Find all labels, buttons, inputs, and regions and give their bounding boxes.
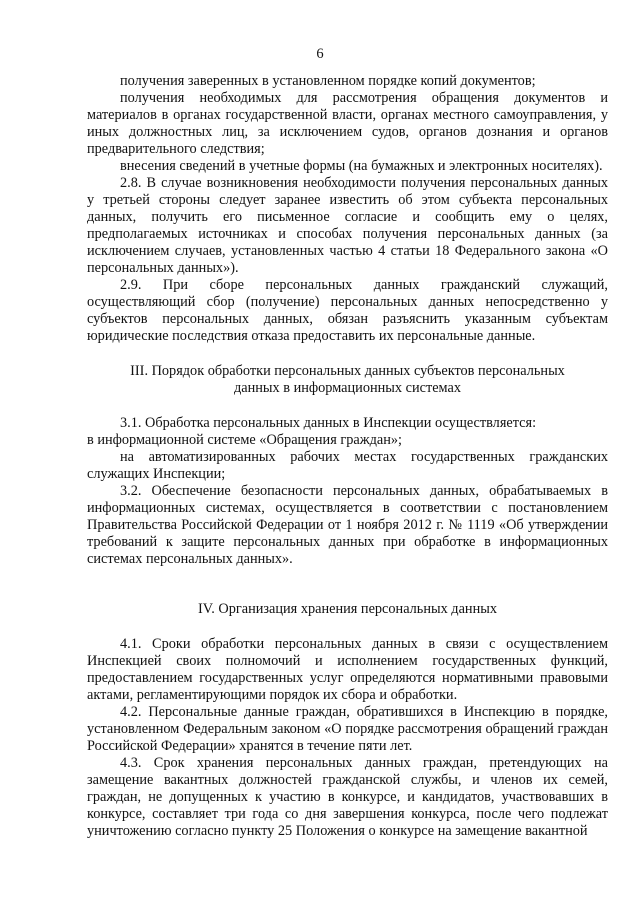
paragraph: на автоматизированных рабочих местах государственных гражданских служащих Инспекции; bbox=[87, 449, 608, 482]
section-2-continuation bbox=[87, 73, 608, 840]
spacer bbox=[87, 568, 608, 601]
paragraph: получения заверенных в установленном порядке копий документов; bbox=[120, 73, 536, 89]
paragraph: в информационной системе «Обращения граждан»; bbox=[87, 432, 402, 448]
paragraph-2-9: 2.9. При сборе персональных данных гражданский служащий, осуществляющий сбор (получение) персональных данных непосредственно у субъектов персональных данных, обязан разъяснить указанным субъектам юридические последствия отказа предоставить их персональные данные. bbox=[87, 277, 608, 344]
section-4-heading: IV. Организация хранения персональных данных bbox=[198, 601, 497, 617]
section-3-heading: III. Порядок обработки персональных данных субъектов персональных данных в информационных системах bbox=[130, 363, 565, 396]
paragraph-3-2: 3.2. Обеспечение безопасности персональных данных, обрабатываемых в информационных системах, осуществляется в соответствии с постановлением Правительства Российской Федерации от 1 ноября 2012 г. № 1119 «Об утверждении требований к защите персональных данных при обработке в информационных системах персональных данных». bbox=[87, 483, 608, 567]
paragraph: получения необходимых для рассмотрения обращения документов и материалов в органах государственной власти, органах местного самоуправления, у иных должностных лиц, за исключением судов, органов дознания и органов предварительного следствия; bbox=[87, 90, 608, 157]
spacer bbox=[87, 397, 608, 415]
paragraph-4-3: 4.3. Срок хранения персональных данных граждан, претендующих на замещение вакантных должностей гражданской службы, и членов их семей, граждан, не допущенных к участию в конкурсе, и кандидатов, участвовавших в конкурсе, составляет три года со дня завершения конкурса, после чего подлежат уничтожению согласно пункту 25 Положения о конкурсе на замещение вакантной bbox=[87, 755, 608, 839]
paragraph-2-8: 2.8. В случае возникновения необходимости получения персональных данных у третьей стороны следует заранее известить об этом субъекта персональных данных, получить его письменное согласие и сообщить ему о целях, предполагаемых источниках и способах получения персональных данных (за исключением случаев, установленных частью 4 статьи 18 Федерального закона «О персональных данных»). bbox=[87, 175, 608, 276]
paragraph-4-2: 4.2. Персональные данные граждан, обратившихся в Инспекцию в порядке, установленном Федеральным законом «О порядке рассмотрения обращений граждан Российской Федерации» хранятся в течение пяти лет. bbox=[87, 704, 608, 754]
paragraph: внесения сведений в учетные формы (на бумажных и электронных носителях). bbox=[120, 158, 603, 174]
paragraph-4-1: 4.1. Сроки обработки персональных данных в связи с осуществлением Инспекцией своих полномочий и исполнением государственных функций, предоставлением государственных услуг определяются нормативными правовыми актами, регламентирующими порядок их сбора и обработки. bbox=[87, 636, 608, 703]
spacer bbox=[87, 618, 608, 636]
paragraph-3-1: 3.1. Обработка персональных данных в Инспекции осуществляется: bbox=[120, 415, 537, 431]
spacer bbox=[87, 345, 608, 363]
page-number: 6 bbox=[316, 46, 324, 62]
